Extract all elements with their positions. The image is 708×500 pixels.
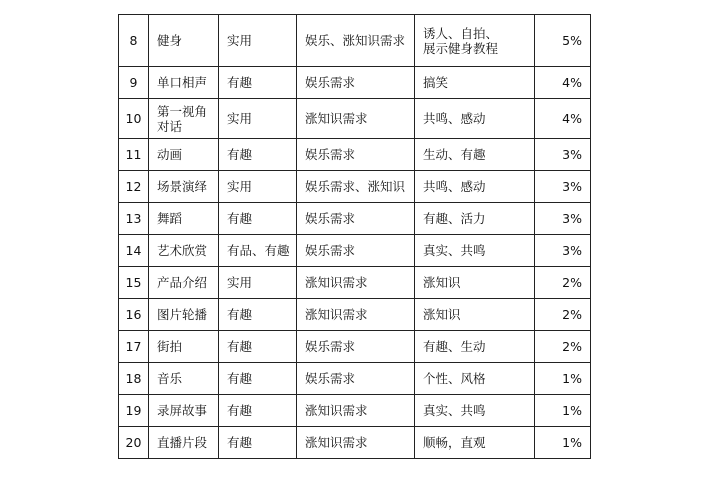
table-row: [119, 299, 591, 331]
attribute: 实用: [227, 275, 253, 290]
effect: 涨知识: [423, 275, 461, 290]
content-type-name-cell: [149, 203, 219, 235]
percentage: 2%: [562, 307, 582, 322]
percentage: 3%: [562, 211, 582, 226]
user-need-cell: [297, 171, 415, 203]
user-need-cell: [297, 67, 415, 99]
user-need: 娱乐需求、涨知识: [305, 179, 406, 194]
row-number-cell: [119, 171, 149, 203]
percentage-cell: [535, 171, 591, 203]
user-need-cell: [297, 363, 415, 395]
effect-cell: [415, 171, 535, 203]
attribute-cell: [219, 171, 297, 203]
effect: 共鸣、感动: [423, 179, 486, 194]
table-row: [119, 99, 591, 139]
row-number: 19: [125, 403, 142, 418]
row-number: 18: [125, 371, 142, 386]
percentage: 1%: [562, 435, 582, 450]
row-number-cell: [119, 299, 149, 331]
attribute: 有趣: [227, 339, 253, 354]
row-number: 8: [129, 33, 138, 48]
row-number: 16: [125, 307, 142, 322]
row-number-cell: [119, 99, 149, 139]
percentage-cell: [535, 99, 591, 139]
row-number-cell: [119, 15, 149, 67]
percentage: 1%: [562, 403, 582, 418]
effect-cell: [415, 267, 535, 299]
effect: 涨知识: [423, 307, 461, 322]
attribute: 有品、有趣: [227, 243, 290, 258]
table-row: [119, 331, 591, 363]
attribute: 实用: [227, 33, 253, 48]
percentage-cell: [535, 235, 591, 267]
content-type-name-cell: [149, 331, 219, 363]
content-type-name: 产品介绍: [157, 275, 208, 290]
content-type-name: 场景演绎: [157, 179, 208, 194]
attribute-cell: [219, 235, 297, 267]
content-type-name-cell: [149, 235, 219, 267]
user-need: 涨知识需求: [305, 275, 368, 290]
attribute-cell: [219, 15, 297, 67]
attribute-cell: [219, 139, 297, 171]
attribute-cell: [219, 395, 297, 427]
effect: 有趣、活力: [423, 211, 486, 226]
content-type-name: 图片轮播: [157, 307, 208, 322]
content-type-name-cell: [149, 395, 219, 427]
percentage: 1%: [562, 371, 582, 386]
effect: 生动、有趣: [423, 147, 486, 162]
user-need: 娱乐需求: [305, 211, 356, 226]
content-type-table: [118, 14, 591, 459]
content-type-name-cell: [149, 363, 219, 395]
content-type-name-cell: [149, 427, 219, 459]
percentage-cell: [535, 139, 591, 171]
effect: 有趣、生动: [423, 339, 486, 354]
content-type-name: 动画: [157, 147, 183, 162]
content-type-name-cell: [149, 267, 219, 299]
row-number-cell: [119, 363, 149, 395]
attribute: 有趣: [227, 211, 253, 226]
effect: 搞笑: [423, 75, 449, 90]
effect-cell: [415, 299, 535, 331]
row-number: 14: [125, 243, 142, 258]
percentage-cell: [535, 299, 591, 331]
attribute: 有趣: [227, 435, 253, 450]
row-number: 13: [125, 211, 142, 226]
table-row: [119, 395, 591, 427]
effect: 共鸣、感动: [423, 111, 486, 126]
attribute-cell: [219, 267, 297, 299]
user-need-cell: [297, 203, 415, 235]
effect-cell: [415, 427, 535, 459]
effect-cell: [415, 15, 535, 67]
attribute: 有趣: [227, 307, 253, 322]
content-type-name: 录屏故事: [157, 403, 208, 418]
content-type-name-cell: [149, 139, 219, 171]
row-number-cell: [119, 427, 149, 459]
attribute: 实用: [227, 179, 253, 194]
percentage: 3%: [562, 243, 582, 258]
row-number: 20: [125, 435, 142, 450]
attribute-cell: [219, 67, 297, 99]
user-need-cell: [297, 15, 415, 67]
row-number: 11: [125, 147, 142, 162]
effect-cell: [415, 99, 535, 139]
percentage: 3%: [562, 147, 582, 162]
table-body: [119, 15, 591, 459]
attribute-cell: [219, 427, 297, 459]
row-number: 10: [125, 111, 142, 126]
row-number: 9: [129, 75, 138, 90]
content-type-name: 单口相声: [157, 75, 208, 90]
table-row: [119, 67, 591, 99]
content-type-name-cell: [149, 99, 219, 139]
effect: 顺畅，直观: [423, 435, 486, 450]
content-type-name: 直播片段: [157, 435, 208, 450]
row-number-cell: [119, 67, 149, 99]
percentage: 4%: [562, 111, 582, 126]
percentage-cell: [535, 331, 591, 363]
table-row: [119, 267, 591, 299]
user-need-cell: [297, 99, 415, 139]
attribute: 有趣: [227, 371, 253, 386]
user-need: 涨知识需求: [305, 111, 368, 126]
attribute-cell: [219, 299, 297, 331]
user-need-cell: [297, 235, 415, 267]
user-need-cell: [297, 331, 415, 363]
table-row: [119, 363, 591, 395]
row-number: 15: [125, 275, 142, 290]
percentage: 2%: [562, 339, 582, 354]
attribute: 有趣: [227, 75, 253, 90]
content-type-name-cell: [149, 171, 219, 203]
percentage: 2%: [562, 275, 582, 290]
row-number-cell: [119, 267, 149, 299]
attribute-cell: [219, 99, 297, 139]
attribute: 实用: [227, 111, 253, 126]
user-need-cell: [297, 267, 415, 299]
row-number-cell: [119, 203, 149, 235]
user-need: 涨知识需求: [305, 403, 368, 418]
row-number-cell: [119, 235, 149, 267]
content-type-name: 音乐: [157, 371, 183, 386]
attribute: 有趣: [227, 403, 253, 418]
row-number: 12: [125, 179, 142, 194]
user-need-cell: [297, 395, 415, 427]
row-number: 17: [125, 339, 142, 354]
user-need: 娱乐需求: [305, 243, 356, 258]
percentage: 5%: [562, 33, 582, 48]
content-type-name: 健身: [157, 33, 183, 48]
table-row: [119, 203, 591, 235]
effect: 真实、共鸣: [423, 403, 486, 418]
percentage-cell: [535, 267, 591, 299]
effect-cell: [415, 331, 535, 363]
attribute: 有趣: [227, 147, 253, 162]
percentage: 4%: [562, 75, 582, 90]
content-type-name: 舞蹈: [157, 211, 183, 226]
attribute-cell: [219, 331, 297, 363]
attribute-cell: [219, 203, 297, 235]
attribute-cell: [219, 363, 297, 395]
percentage-cell: [535, 203, 591, 235]
content-type-name-cell: [149, 299, 219, 331]
content-type-name: 街拍: [157, 339, 183, 354]
content-type-name-cell: [149, 15, 219, 67]
user-need: 娱乐需求: [305, 339, 356, 354]
user-need-cell: [297, 139, 415, 171]
percentage-cell: [535, 427, 591, 459]
percentage-cell: [535, 363, 591, 395]
user-need: 娱乐需求: [305, 147, 356, 162]
effect-cell: [415, 203, 535, 235]
content-type-name: 第一视角 对话: [157, 103, 208, 134]
effect-cell: [415, 139, 535, 171]
row-number-cell: [119, 395, 149, 427]
percentage-cell: [535, 15, 591, 67]
table-row: [119, 139, 591, 171]
percentage-cell: [535, 67, 591, 99]
effect-cell: [415, 235, 535, 267]
table-row: [119, 171, 591, 203]
user-need-cell: [297, 299, 415, 331]
effect: 个性、风格: [423, 371, 486, 386]
percentage: 3%: [562, 179, 582, 194]
effect: 诱人、自拍、 展示健身教程: [423, 25, 499, 56]
content-type-name: 艺术欣赏: [157, 243, 208, 258]
table-row: [119, 15, 591, 67]
user-need: 涨知识需求: [305, 435, 368, 450]
effect-cell: [415, 363, 535, 395]
effect-cell: [415, 67, 535, 99]
table-row: [119, 235, 591, 267]
row-number-cell: [119, 139, 149, 171]
user-need: 涨知识需求: [305, 307, 368, 322]
effect-cell: [415, 395, 535, 427]
table-row: [119, 427, 591, 459]
user-need: 娱乐需求: [305, 371, 356, 386]
content-type-name-cell: [149, 67, 219, 99]
effect: 真实、共鸣: [423, 243, 486, 258]
percentage-cell: [535, 395, 591, 427]
user-need: 娱乐、涨知识需求: [305, 33, 406, 48]
user-need: 娱乐需求: [305, 75, 356, 90]
row-number-cell: [119, 331, 149, 363]
user-need-cell: [297, 427, 415, 459]
